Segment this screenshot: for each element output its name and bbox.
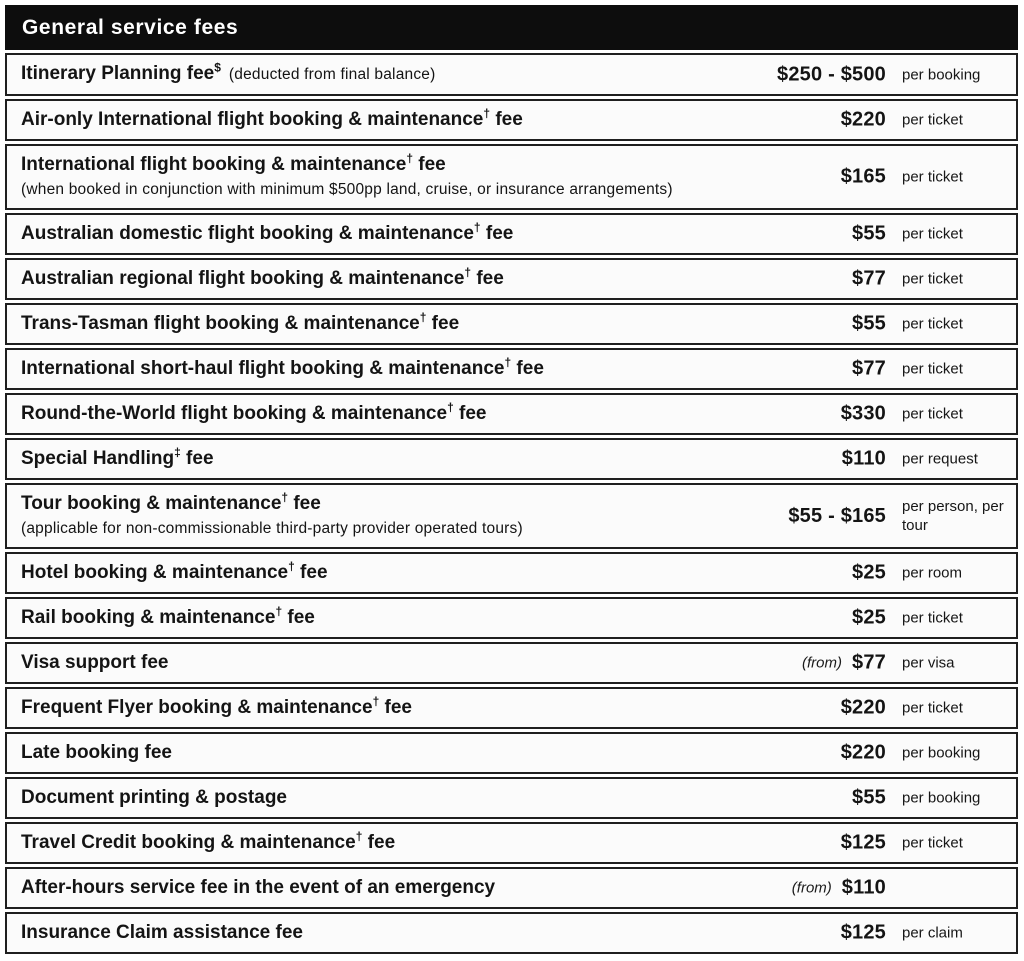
fee-price: $77 — [852, 357, 886, 380]
fee-row — [5, 144, 1018, 210]
fee-unit: per visa — [902, 654, 955, 672]
fee-price-block — [852, 562, 1006, 585]
fee-name — [21, 221, 866, 247]
fee-name-text-after: fee — [453, 403, 487, 424]
fee-price-block — [852, 607, 1006, 630]
fee-unit: per booking — [902, 744, 981, 762]
fee-note: (applicable for non-commissionable third-party provider operated tours) — [21, 520, 523, 537]
fee-unit: per ticket — [902, 609, 963, 627]
fee-name-text: Tour booking & maintenance — [21, 493, 282, 514]
fee-unit: per ticket — [902, 168, 963, 186]
fee-unit: per ticket — [902, 360, 963, 378]
footnote-marker: † — [281, 490, 289, 505]
fee-price: $220 — [840, 108, 886, 131]
fee-note: (when booked in conjunction with minimum $500pp land, cruise, or insurance arrangements) — [21, 181, 673, 198]
footnote-marker: † — [275, 604, 283, 619]
fee-table-body — [5, 53, 1018, 954]
fee-price-block — [842, 448, 1006, 471]
fee-row — [5, 53, 1018, 96]
fee-name — [21, 266, 866, 292]
fee-name-text-after: fee — [362, 832, 396, 853]
fee-unit: per room — [902, 564, 963, 582]
fee-row — [5, 438, 1018, 480]
fee-name-text-after: fee — [413, 154, 446, 175]
fee-name — [21, 875, 866, 901]
fee-name-text: After-hours service fee in the event of an emergency — [21, 877, 496, 898]
fee-row — [5, 552, 1018, 594]
fee-name — [21, 605, 866, 631]
footnote-marker: † — [406, 151, 413, 166]
fee-unit: per ticket — [902, 699, 963, 717]
fee-unit: per ticket — [902, 405, 963, 423]
fee-name — [21, 401, 866, 427]
fee-price: $220 — [840, 696, 886, 719]
fee-price-block — [841, 403, 1006, 426]
fee-name-text: Insurance Claim assistance fee — [21, 922, 303, 943]
fee-name-text-after: fee — [490, 109, 523, 130]
fee-name — [21, 920, 866, 946]
fee-price-block — [777, 63, 1006, 86]
from-label: (from) — [802, 654, 843, 672]
fee-name-text-after: fee — [379, 697, 412, 718]
fee-row — [5, 687, 1018, 729]
fee-row — [5, 393, 1018, 435]
fee-name-text: Round-the-World flight booking & maintenance — [21, 403, 448, 424]
fee-unit: per ticket — [902, 225, 963, 243]
fee-name — [21, 785, 866, 811]
fee-price-block — [852, 358, 1006, 381]
fee-unit: per ticket — [902, 834, 963, 852]
fee-price: $110 — [841, 447, 886, 470]
fee-name — [21, 446, 866, 472]
fee-row — [5, 642, 1018, 684]
fee-row — [5, 867, 1018, 909]
fee-row — [5, 732, 1018, 774]
fee-name — [21, 560, 866, 586]
fee-price-block — [852, 787, 1006, 810]
fee-price-block — [841, 166, 1006, 189]
fee-name-text: Visa support fee — [21, 652, 169, 673]
fee-name-text: Australian regional flight booking & maintenance — [21, 268, 465, 289]
fee-name — [21, 152, 866, 178]
fee-row — [5, 483, 1018, 549]
fee-name-text: Late booking fee — [21, 742, 172, 763]
fee-unit: per request — [902, 450, 978, 468]
fee-name-text: Travel Credit booking & maintenance — [21, 832, 356, 853]
fee-row — [5, 99, 1018, 141]
fee-name — [21, 740, 866, 766]
fee-price-block — [802, 652, 1006, 675]
fee-name-text-after: fee — [511, 358, 544, 379]
fee-name — [21, 311, 866, 337]
fee-price: $110 — [841, 876, 886, 899]
from-label: (from) — [791, 879, 832, 897]
fee-name — [21, 830, 866, 856]
fee-name — [21, 61, 866, 88]
fee-name-text: Hotel booking & maintenance — [21, 562, 289, 583]
fee-name — [21, 107, 866, 133]
fee-price: $250 - $500 — [777, 63, 886, 85]
fee-price-block — [841, 697, 1006, 720]
fee-name-text: International flight booking & maintenance — [21, 154, 407, 175]
fee-row — [5, 348, 1018, 390]
footnote-marker: † — [355, 829, 363, 844]
fee-price: $77 — [852, 651, 886, 674]
fee-price: $77 — [852, 267, 886, 290]
fee-row — [5, 912, 1018, 954]
fee-name-text: Air-only International flight booking & maintenance — [21, 109, 484, 130]
fee-price-block — [841, 922, 1006, 945]
footnote-marker: † — [288, 559, 295, 574]
fee-price: $25 — [852, 606, 886, 629]
fee-unit: per ticket — [902, 315, 963, 333]
fee-name — [21, 695, 866, 721]
fee-row — [5, 597, 1018, 639]
footnote-marker: † — [473, 220, 481, 235]
fee-row — [5, 822, 1018, 864]
fee-price: $220 — [840, 741, 886, 764]
fee-price: $25 — [852, 561, 886, 584]
fee-row — [5, 777, 1018, 819]
fee-name-text-after: fee — [282, 607, 315, 628]
fee-name-text-after: fee — [471, 268, 504, 289]
fee-unit: per ticket — [902, 270, 963, 288]
fee-name-text: Frequent Flyer booking & maintenance — [21, 697, 373, 718]
fee-unit: per booking — [902, 789, 981, 807]
fee-price-block — [841, 109, 1006, 132]
fee-price: $55 — [852, 312, 886, 335]
table-title: General service fees — [22, 15, 239, 39]
fee-note-inline: (deducted from final balance) — [228, 66, 436, 83]
fee-price: $55 — [852, 222, 886, 245]
footnote-marker: † — [447, 400, 454, 415]
fee-price-block — [852, 268, 1006, 291]
fee-unit: per person, per tour — [902, 498, 1004, 534]
fee-price-block — [792, 877, 1006, 900]
fee-name-text-after: fee — [480, 223, 514, 244]
fee-price: $125 — [840, 831, 886, 854]
fee-price: $330 — [840, 402, 886, 425]
footnote-marker: $ — [214, 60, 221, 75]
fee-price-block — [841, 832, 1006, 855]
fee-unit: per ticket — [902, 111, 963, 129]
fee-name — [21, 491, 866, 517]
table-header — [5, 5, 1018, 50]
footnote-marker: † — [419, 310, 427, 325]
fee-price: $125 — [840, 921, 886, 944]
fee-name-text-after: fee — [288, 493, 321, 514]
fee-name-text: International short-haul flight booking & maintenance — [21, 358, 505, 379]
fee-price-block — [788, 497, 1006, 535]
footnote-marker: † — [464, 265, 472, 280]
fee-name-text: Australian domestic flight booking & maintenance — [21, 223, 474, 244]
fee-row — [5, 303, 1018, 345]
footnote-marker: ‡ — [174, 445, 181, 460]
footnote-marker: † — [504, 355, 512, 370]
fee-name-text-after: fee — [294, 562, 328, 583]
fee-name-text: Special Handling — [21, 448, 175, 469]
fee-row — [5, 213, 1018, 255]
fee-unit: per booking — [902, 66, 981, 83]
footnote-marker: † — [372, 694, 380, 709]
footnote-marker: † — [483, 106, 491, 121]
fee-name-text-after: fee — [426, 313, 460, 334]
fee-price-block — [852, 313, 1006, 336]
fee-name-text-after: fee — [180, 448, 214, 469]
fee-price: $165 — [840, 165, 886, 188]
fee-name — [21, 356, 866, 382]
fee-price-block — [852, 223, 1006, 246]
fee-name-text: Document printing & postage — [21, 787, 287, 808]
fee-row — [5, 258, 1018, 300]
fee-unit: per claim — [902, 924, 963, 942]
fee-price: $55 — [852, 786, 886, 809]
fee-name-text: Itinerary Planning fee — [21, 63, 215, 84]
fee-price-block — [841, 742, 1006, 765]
fee-name-text: Trans-Tasman flight booking & maintenance — [21, 313, 420, 334]
fee-price: $55 - $165 — [788, 504, 886, 527]
fee-name-text: Rail booking & maintenance — [21, 607, 276, 628]
fee-name — [21, 650, 866, 676]
